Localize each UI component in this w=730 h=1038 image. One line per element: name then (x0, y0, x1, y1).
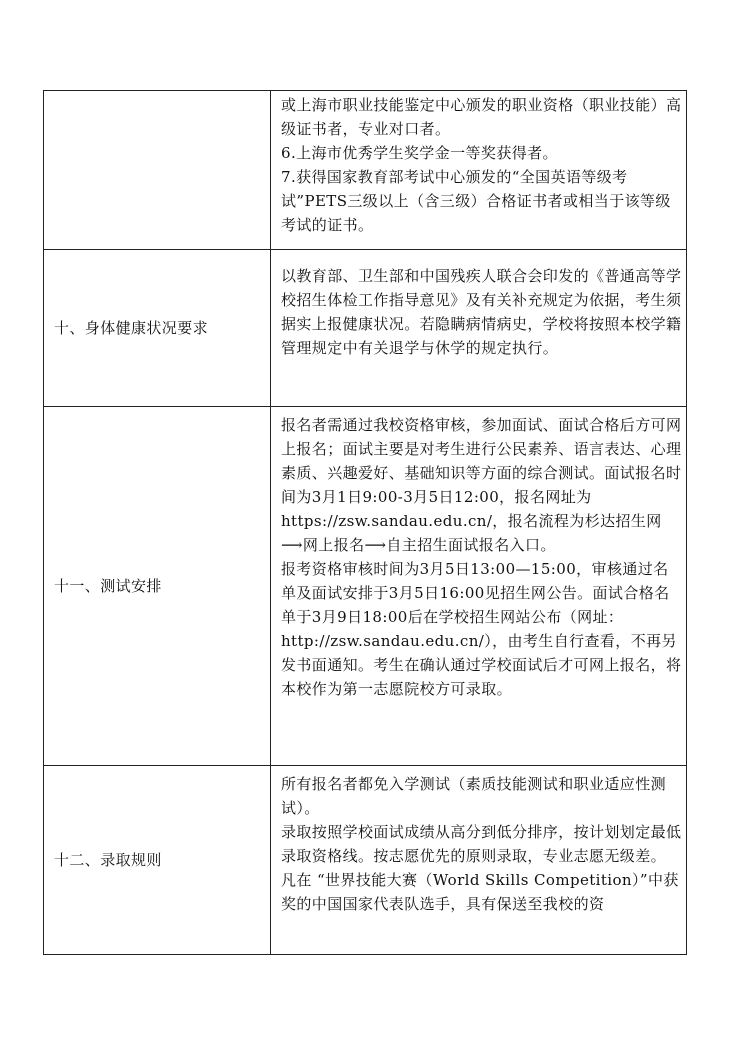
paragraph: 报考资格审核时间为3月5日13:00—15:00，审核通过名单及面试安排于3月5日16:00见招生网公告。面试合格名单于3月9日18:00后在学校招生网站公布（网址：http://zsw.sandau.edu.cn/），由考生自行查看，不再另发书面通知。考生在确认通过学校面试后才可网上报名，将本校作为第一志愿院校方可录取。 (281, 560, 682, 698)
table-row (44, 766, 687, 955)
paragraph: 以教育部、卫生部和中国残疾人联合会印发的《普通高等学校招生体检工作指导意见》及有关补充规定为依据，考生须据实上报健康状况。若隐瞒病情病史，学校将按照本校学籍管理规定中有关退学与休学的规定执行。 (281, 267, 682, 357)
table-row (44, 91, 687, 250)
row-content (271, 766, 687, 955)
admission-rules-table (43, 90, 687, 955)
paragraph: 报名者需通过我校资格审核，参加面试、面试合格后方可网上报名；面试主要是对考生进行公民素养、语言表达、心理素质、兴趣爱好、基础知识等方面的综合测试。面试报名时间为3月1日9:00-3月5日12:00，报名网址为https://zsw.sandau.edu.cn/，报名流程为杉达招生网⟶网上报名⟶自主招生面试报名入口。 (281, 416, 682, 554)
paragraph: 所有报名者都免入学测试（素质技能测试和职业适应性测试）。 (281, 775, 667, 817)
paragraph: 或上海市职业技能鉴定中心颁发的职业资格（职业技能）高级证书者，专业对口者。 (281, 96, 682, 138)
row-label: 十、身体健康状况要求 (44, 250, 271, 407)
table-row (44, 250, 687, 407)
table-row (44, 407, 687, 766)
row-content (271, 407, 687, 766)
paragraph: 凡在 “世界技能大赛（World Skills Competition）”中获奖的中国国家代表队选手，具有保送至我校的资 (281, 871, 679, 913)
paragraph: 6.上海市优秀学生奖学金一等奖获得者。 (281, 144, 558, 162)
paragraph: 7.获得国家教育部考试中心颁发的“全国英语等级考试”PETS三级以上（含三级）合格证书者或相当于该等级考试的证书。 (281, 168, 671, 234)
paragraph: 录取按照学校面试成绩从高分到低分排序，按计划划定最低录取资格线。按志愿优先的原则录取，专业志愿无级差。 (281, 823, 682, 865)
row-label (44, 91, 271, 250)
row-label: 十一、测试安排 (44, 407, 271, 766)
row-label: 十二、录取规则 (44, 766, 271, 955)
row-content (271, 91, 687, 250)
row-content (271, 250, 687, 407)
